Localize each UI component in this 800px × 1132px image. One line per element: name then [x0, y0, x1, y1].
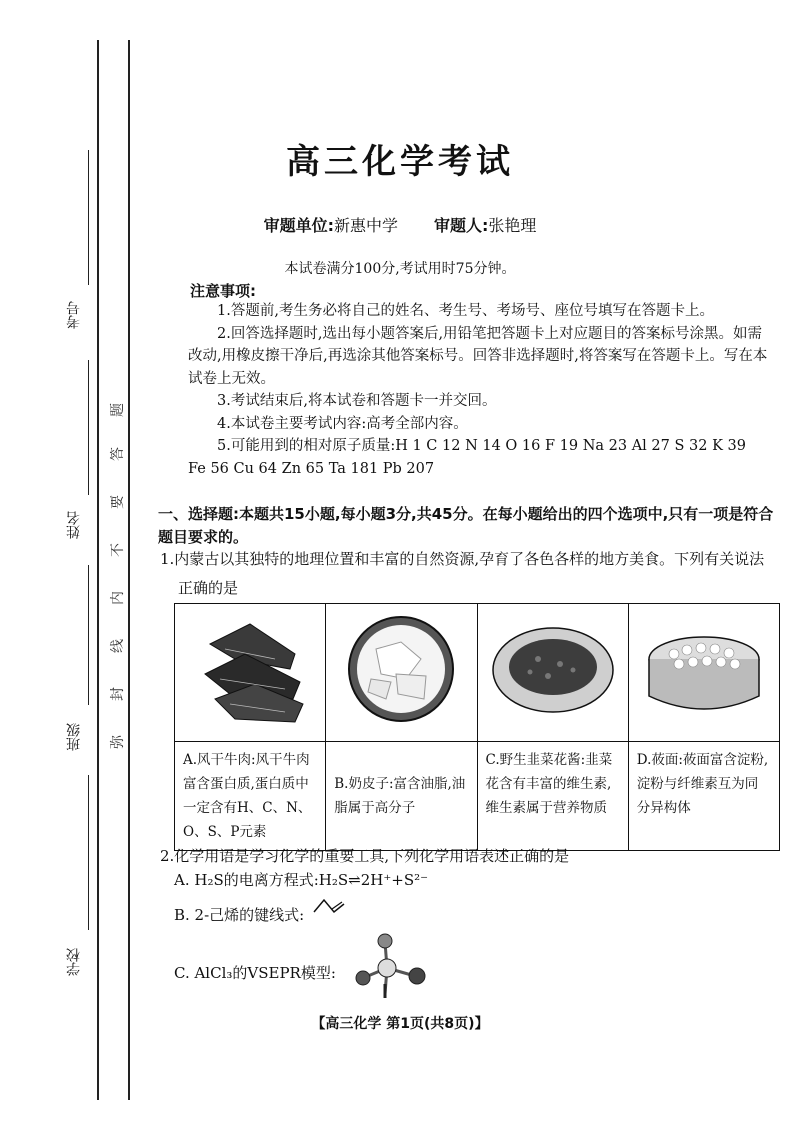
milk-skin-image [326, 604, 476, 737]
notice-item: 5.可能用到的相对原子质量:H 1 C 12 N 14 O 16 F 19 Na 23 Al 27 S 32 K 39 Fe 56 Cu 64 Zn 65 Ta 181 Pb 207 [188, 438, 746, 477]
class-line [88, 565, 89, 705]
image-milk-skin [326, 604, 477, 742]
seal-char: 题 [110, 403, 126, 417]
chive-sauce-image [478, 604, 628, 737]
dried-beef-image [175, 604, 325, 737]
section-heading: 一、选择题:本题共15小题,每小题3分,共45分。在每小题给出的四个选项中,只有一项是符合题目要求的。 [158, 505, 774, 546]
alcl3-vsepr-model [345, 932, 435, 1004]
question-2-option-c: C. AlCl₃的VSEPR模型: [174, 964, 336, 982]
question-1-table [174, 603, 780, 851]
seal-char: 内 [110, 591, 126, 605]
binding-line-outer [97, 40, 99, 1100]
exam-number-label: 考号 [66, 301, 82, 329]
notice-block [188, 300, 768, 480]
reviewer-unit-label: 审题单位: [263, 216, 334, 235]
binding-line-inner [128, 40, 130, 1100]
image-beef [175, 604, 326, 742]
question-2-stem: 2.化学用语是学习化学的重要工具,下列化学用语表述正确的是 [160, 847, 570, 865]
seal-char: 答 [110, 447, 126, 461]
reviewer-line [0, 213, 800, 236]
image-chive-sauce [477, 604, 628, 742]
question-1-stem: 1.内蒙古以其独特的地理位置和丰富的自然资源,孕育了各色各样的地方美食。下列有关说法 [160, 550, 765, 568]
seal-char: 封 [110, 687, 126, 701]
name-label: 姓名 [66, 511, 82, 539]
option-c: C.野生韭菜花酱:韭菜花含有丰富的维生素,维生素属于营养物质 [477, 742, 628, 851]
seal-char: 弥 [110, 735, 126, 749]
exam-title: 高三化学考试 [286, 142, 514, 182]
question-2-option-a: A. H₂S的电离方程式:H₂S⇌2H⁺+S²⁻ [174, 871, 429, 889]
school-label: 学校 [66, 948, 82, 976]
question-2-option-b: B. 2-己烯的键线式: [174, 906, 305, 924]
notice-item: 4.本试卷主要考试内容:高考全部内容。 [217, 415, 468, 432]
seal-char: 要 [110, 495, 126, 509]
reviewer-person-label: 审题人: [434, 216, 489, 235]
question-1 [160, 545, 780, 603]
reviewer-person: 张艳理 [488, 216, 537, 235]
school-line [88, 775, 89, 930]
notice-item: 2.回答选择题时,选出每小题答案后,用铅笔把答题卡上对应题目的答案标号涂黑。如需改动,用橡皮擦干净后,再选涂其他答案标号。回答非选择题时,将答案写在答题卡上。写在本试卷上无效。 [188, 325, 768, 387]
page-footer: 【高三化学 第1页(共8页)】 [311, 1016, 489, 1032]
reviewer-unit: 新惠中学 [333, 216, 398, 235]
notice-item: 1.答题前,考生务必将自己的姓名、考生号、考场号、座位号填写在答题卡上。 [217, 303, 714, 319]
2-hexene-skeletal-formula [312, 892, 348, 918]
image-oat-noodles [628, 604, 779, 742]
notice-item: 3.考试结束后,将本试卷和答题卡一并交回。 [217, 393, 497, 409]
seal-char: 不 [110, 543, 126, 557]
option-b: B.奶皮子:富含油脂,油脂属于高分子 [326, 742, 477, 851]
notice-title: 注意事项: [190, 282, 256, 300]
seal-char: 线 [110, 639, 126, 653]
score-info: 本试卷满分100分,考试用时75分钟。 [284, 261, 516, 277]
name-line [88, 360, 89, 495]
option-a: A.风干牛肉:风干牛肉富含蛋白质,蛋白质中一定含有H、C、N、O、S、P元素 [175, 742, 326, 851]
option-d: D.莜面:莜面富含淀粉,淀粉与纤维素互为同分异构体 [628, 742, 779, 851]
question-1-stem-cont: 正确的是 [178, 579, 239, 597]
oat-noodles-image [629, 604, 779, 737]
class-label: 班级 [66, 723, 82, 751]
